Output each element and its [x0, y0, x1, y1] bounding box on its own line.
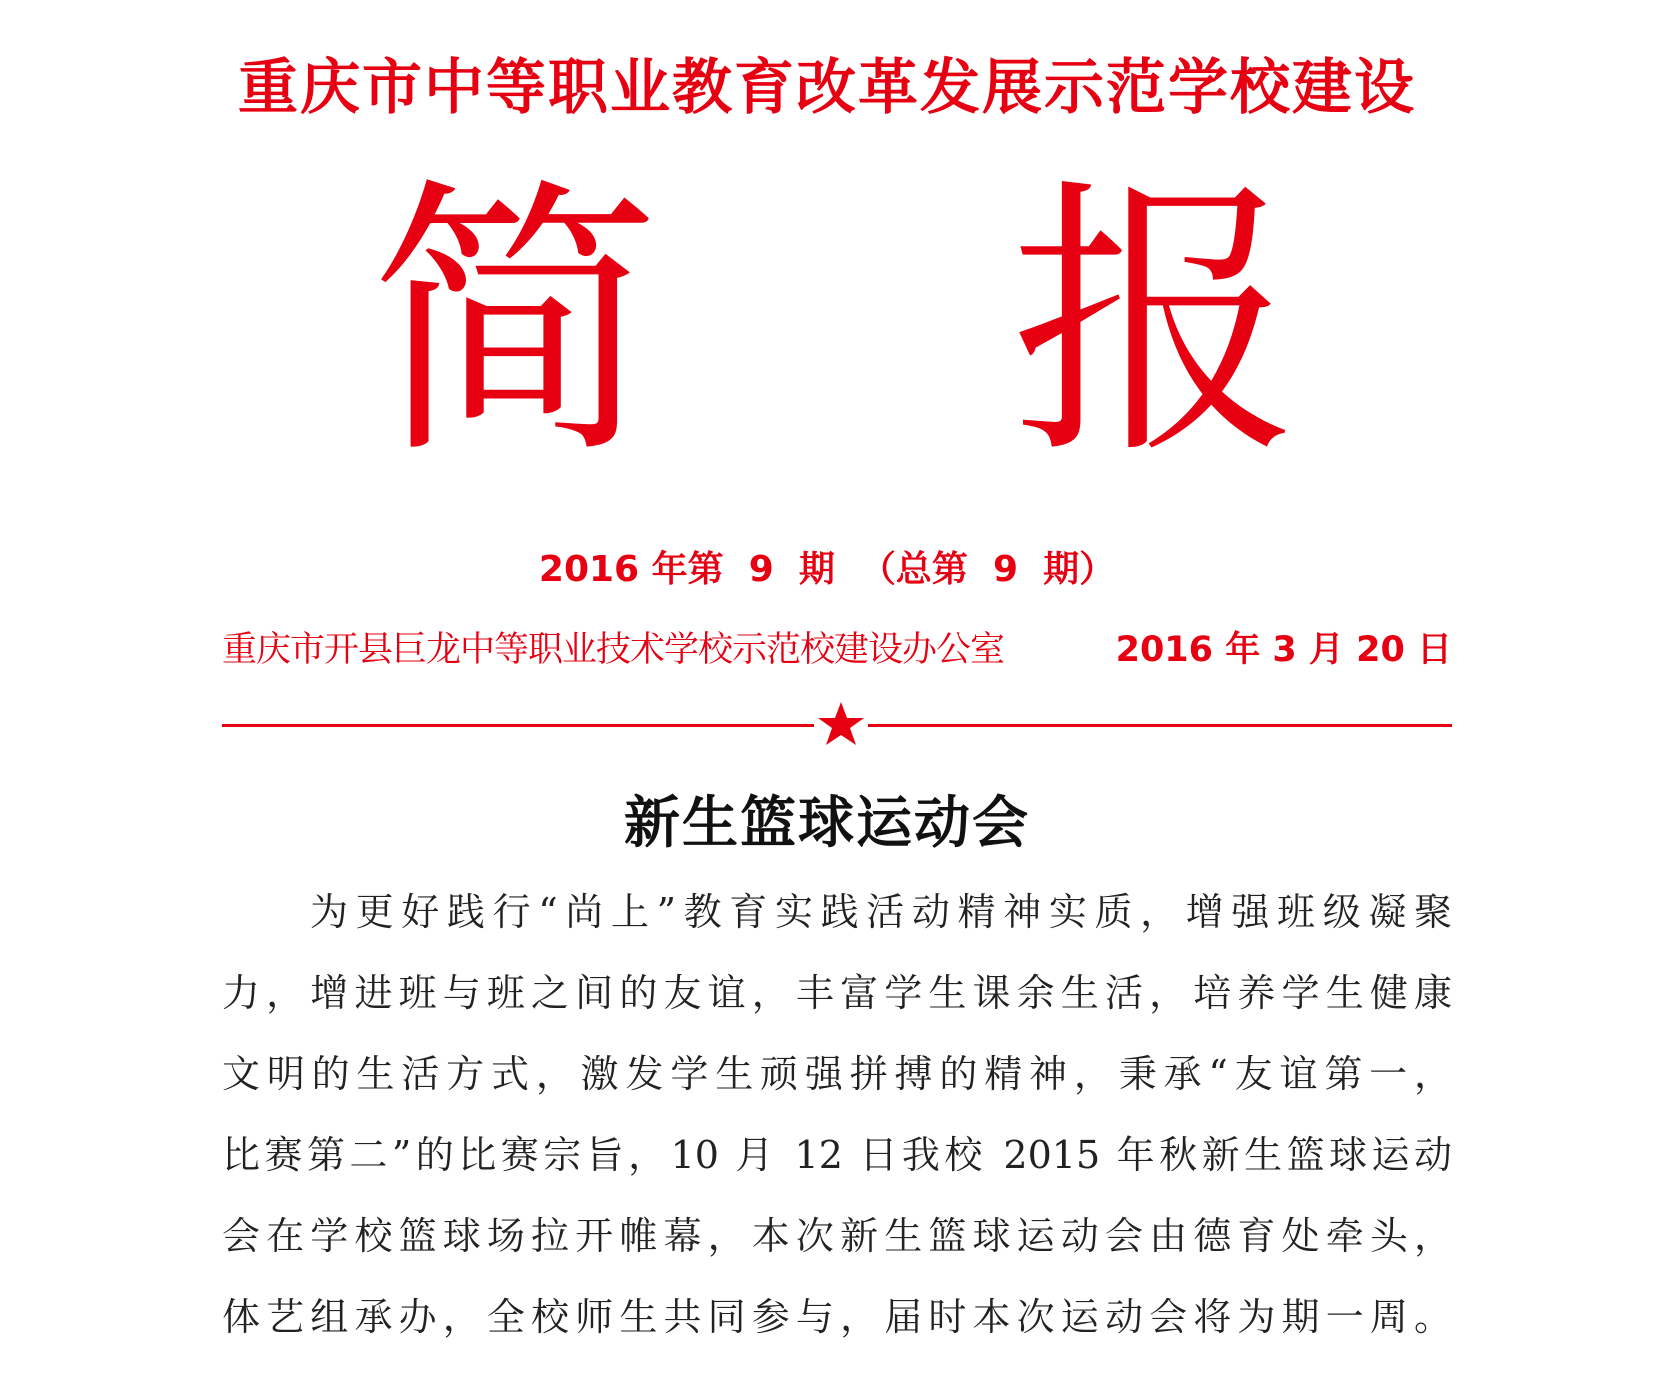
- body-line: 为更好践行“尚上”教育实践活动精神实质，增强班级凝聚: [310, 890, 1452, 934]
- star-icon: [816, 700, 866, 750]
- body-line: 力，增进班与班之间的友谊，丰富学生课余生活，培养学生健康: [222, 971, 1452, 1015]
- body-line: 体艺组承办，全校师生共同参与，届时本次运动会将为期一周。: [222, 1295, 1452, 1339]
- issue-number: 2016 年第 9 期 （总第 9 期）: [538, 549, 1116, 590]
- organization-title: 重庆市中等职业教育改革发展示范学校建设: [238, 53, 1416, 123]
- bulletin-title-right-char: 报: [1010, 156, 1300, 493]
- divider-line-left: [222, 724, 814, 727]
- body-line: 会在学校篮球场拉开帷幕，本次新生篮球运动会由德育处牵头，: [222, 1214, 1452, 1258]
- publish-date: 2016 年 3 月 20 日: [1115, 630, 1452, 670]
- article-body: [222, 872, 1452, 1358]
- body-line: 文明的生活方式，激发学生顽强拼搏的精神，秉承“友谊第一，: [222, 1052, 1452, 1096]
- article-title: 新生篮球运动会: [624, 790, 1030, 856]
- publisher-line: [222, 626, 1452, 674]
- divider-line-right: [868, 724, 1452, 727]
- body-line: 比赛第二”的比赛宗旨，10 月 12 日我校 2015 年秋新生篮球运动: [222, 1133, 1452, 1177]
- header-divider: [222, 700, 1452, 750]
- bulletin-title-left-char: 简: [370, 156, 660, 493]
- publisher-office: 重庆市开县巨龙中等职业技术学校示范校建设办公室: [222, 630, 1005, 670]
